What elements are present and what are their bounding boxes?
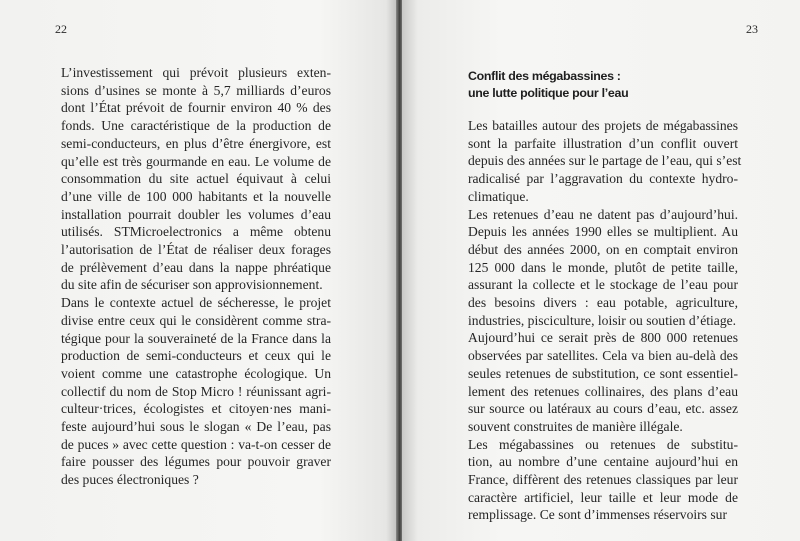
heading-line: Conflit des mégabassines : (468, 69, 621, 83)
text-line: France, diffèrent des retenues classiques par leur (468, 472, 738, 488)
text-line: Les retenues d’eau ne datent pas d’aujourd’hui. (468, 206, 738, 222)
text-line: voient comme une catastrophe écologique. Un (61, 365, 331, 381)
text-line: sont la parfaite illustration d’un conflit ouvert (468, 135, 738, 151)
text-line: dont l’État prévoit de fournir environ 40 % des (61, 100, 331, 116)
text-line: semi-conducteurs, en plus d’être énergivore, est (61, 135, 331, 151)
text-line: L’investissement qui prévoit plusieurs exten- (61, 65, 331, 80)
text-line: d’une ville de 100 000 habitants et la nouvelle (61, 188, 331, 204)
text-line: radicalisé par l’aggravation du contexte hydro- (468, 171, 738, 187)
heading-line: une lutte politique pour l’eau (468, 86, 629, 100)
text-line: tion, au nombre d’une centaine aujourd’hui en (468, 454, 738, 470)
page-number: 22 (55, 22, 67, 36)
text-line: Aujourd’hui ce serait près de 800 000 retenues (468, 330, 738, 346)
section-heading (468, 68, 748, 102)
text-line: sions d’usines se monte à 5,7 milliards d’euros (61, 82, 331, 98)
text-line: souvent construites de manière illégale. (468, 418, 683, 434)
text-line: fonds. Une caractéristique de la production de (61, 118, 331, 134)
text-line: remplissage. Ce sont d’immenses réservoirs sur (468, 507, 727, 523)
text-line: collectif du nom de Stop Micro ! réunissant agri- (61, 383, 331, 399)
text-line: qu’elle est très gourmande en eau. Le volume de (61, 153, 331, 169)
text-line: de puces » avec cette question : va-t-on cesser de (61, 436, 331, 452)
text-line: des puces électroniques ? (61, 472, 199, 488)
text-line: depuis des années sur le partage de l’eau, qui s’est (468, 153, 742, 169)
text-line: Dans le contexte actuel de sécheresse, le projet (61, 295, 331, 311)
text-line: culteur·trices, écologistes et citoyen·nes mani- (61, 401, 331, 417)
text-line: sur source ou latéraux au cours d’eau, etc. assez (468, 401, 738, 417)
text-line: des besoins divers : eau potable, agriculture, (468, 295, 738, 311)
text-line: industries, pisciculture, loisir ou soutien d’étiage. (468, 312, 737, 328)
body-text (468, 117, 742, 524)
text-line: Depuis les années 1990 elles se multiplient. Au (468, 224, 738, 240)
text-line: faire pousser des légumes pour pouvoir graver (61, 454, 331, 470)
text-line: début des années 2000, on en comptait environ (468, 241, 738, 257)
text-line: seules retenues de substitution, ce sont essentiel- (468, 365, 738, 381)
body-text (61, 64, 331, 489)
text-line: installation pourrait doubler les volumes d’eau (61, 206, 331, 222)
text-line: lement des retenues collinaires, des plans d’eau (468, 383, 738, 399)
page-number: 23 (746, 22, 758, 36)
text-line: feste aujourd’hui sous le slogan « De l’eau, pas (61, 419, 331, 435)
text-line: caractère artificiel, leur taille et leur mode de (468, 489, 738, 505)
text-line: utilisés. STMicroelectronics a même obtenu (61, 224, 331, 240)
text-line: 125 000 dans le monde, plutôt de petite taille, (468, 259, 738, 275)
text-line: l’autorisation de l’État de réaliser deux forages (61, 242, 331, 258)
text-line: divise entre ceux qui le considèrent comme stra- (61, 312, 331, 328)
left-page (0, 0, 398, 541)
text-line: tégique pour la souveraineté de la France dans la (61, 330, 331, 346)
right-page (402, 0, 800, 541)
text-line: production de semi-conducteurs et ceux qui le (61, 348, 331, 364)
text-line: consommation du site actuel équivaut à celui (61, 171, 331, 187)
text-line: observées par satellites. Cela va bien au-delà des (468, 348, 738, 364)
text-line: de prélèvement d’eau dans la nappe phréatique (61, 259, 331, 275)
text-line: Les mégabassines ou retenues de substitu- (468, 436, 738, 452)
text-line: climatique. (468, 188, 529, 204)
text-line: du site afin de sécuriser son approvisionnement. (61, 277, 323, 293)
text-line: assurant la collecte et le stockage de l’eau pour (468, 277, 738, 293)
text-line: Les batailles autour des projets de mégabassines (468, 118, 738, 133)
